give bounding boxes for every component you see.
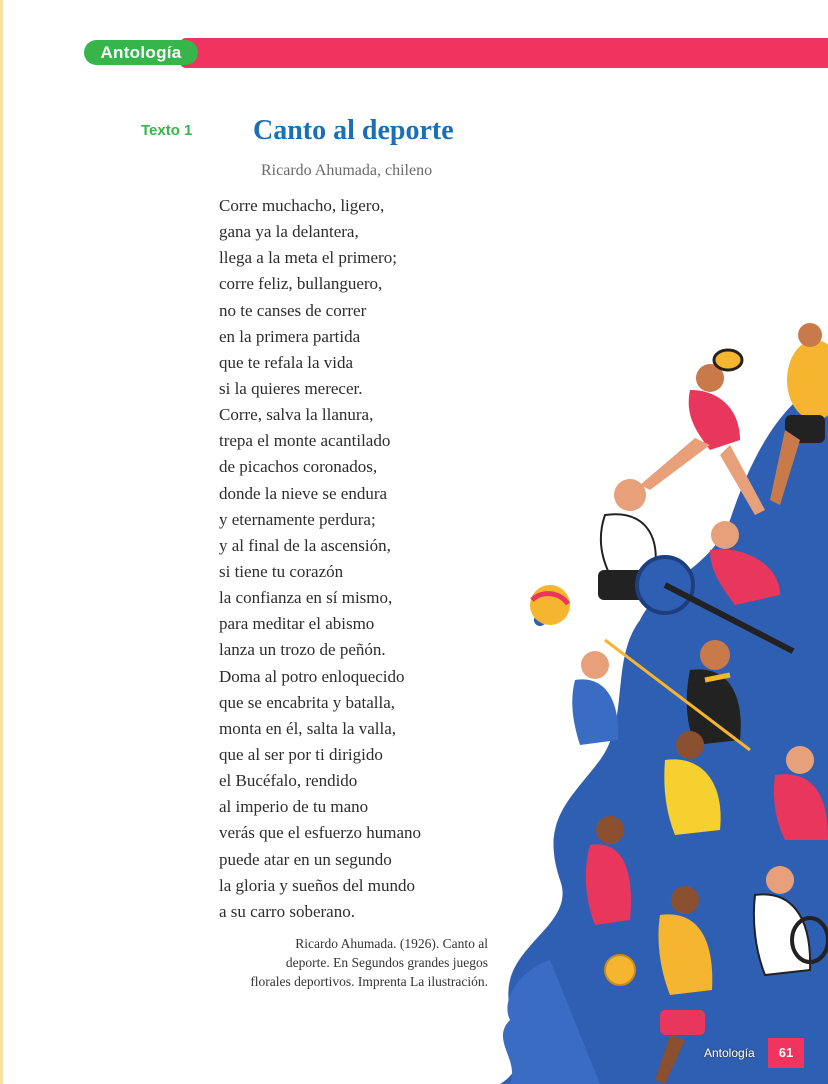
poem-line: monta en él, salta la valla, [219,718,397,738]
poem-line: Corre muchacho, ligero, [219,196,385,215]
poem-line: al imperio de tu mano [219,797,369,817]
text-number-label: Texto 1 [141,122,193,139]
header-bar [180,38,828,68]
citation-line: deporte. En Segundos grandes juegos [285,955,488,970]
poem-line: si la quieres merecer. [219,378,363,398]
poem-body [219,193,421,925]
poem-title: Canto al deporte [253,115,454,146]
poem-line: gana ya la delantera, [219,222,359,242]
poem-line: verás que el esfuerzo humano [219,823,422,843]
poem-line: para meditar el abismo [219,614,375,634]
poem-line: que se encabrita y batalla, [219,692,396,712]
poem-line: que al ser por ti dirigido [219,744,383,764]
poem-line: lanza un trozo de peñón. [219,640,386,660]
citation-line: florales deportivos. Imprenta La ilustración. [250,974,488,989]
poem-line: y al final de la ascensión, [219,535,391,555]
athletes-illustration-icon [480,320,828,1084]
poem-line: Corre, salva la llanura, [219,405,374,425]
poem-line: donde la nieve se endura [219,483,388,503]
poem-line: a su carro soberano. [219,901,355,921]
poem-line: en la primera partida [219,326,361,346]
poem-line: Doma al potro enloquecido [219,666,405,686]
left-margin-rule [0,0,3,1084]
citation [214,934,488,991]
poem-line: de picachos coronados, [219,457,378,477]
poem-line: no te canses de correr [219,300,367,320]
footer-section-label: Antología [704,1046,755,1060]
citation-line: Ricardo Ahumada. (1926). Canto al [295,936,488,951]
poem-line: y eternamente perdura; [219,509,376,529]
poem-line: puede atar en un segundo [219,849,392,869]
poem-line: si tiene tu corazón [219,561,344,581]
poem-line: que te refala la vida [219,352,354,372]
poem-line: el Bucéfalo, rendido [219,771,358,791]
poem-line: la confianza en sí mismo, [219,588,393,608]
section-label: Antología [84,40,198,65]
page-number: 61 [768,1038,804,1068]
poem-line: la gloria y sueños del mundo [219,875,415,895]
poem-line: llega a la meta el primero; [219,248,397,268]
poem-line: corre feliz, bullanguero, [219,274,383,294]
poem-line: trepa el monte acantilado [219,431,391,451]
poem-author: Ricardo Ahumada, chileno [261,162,433,179]
